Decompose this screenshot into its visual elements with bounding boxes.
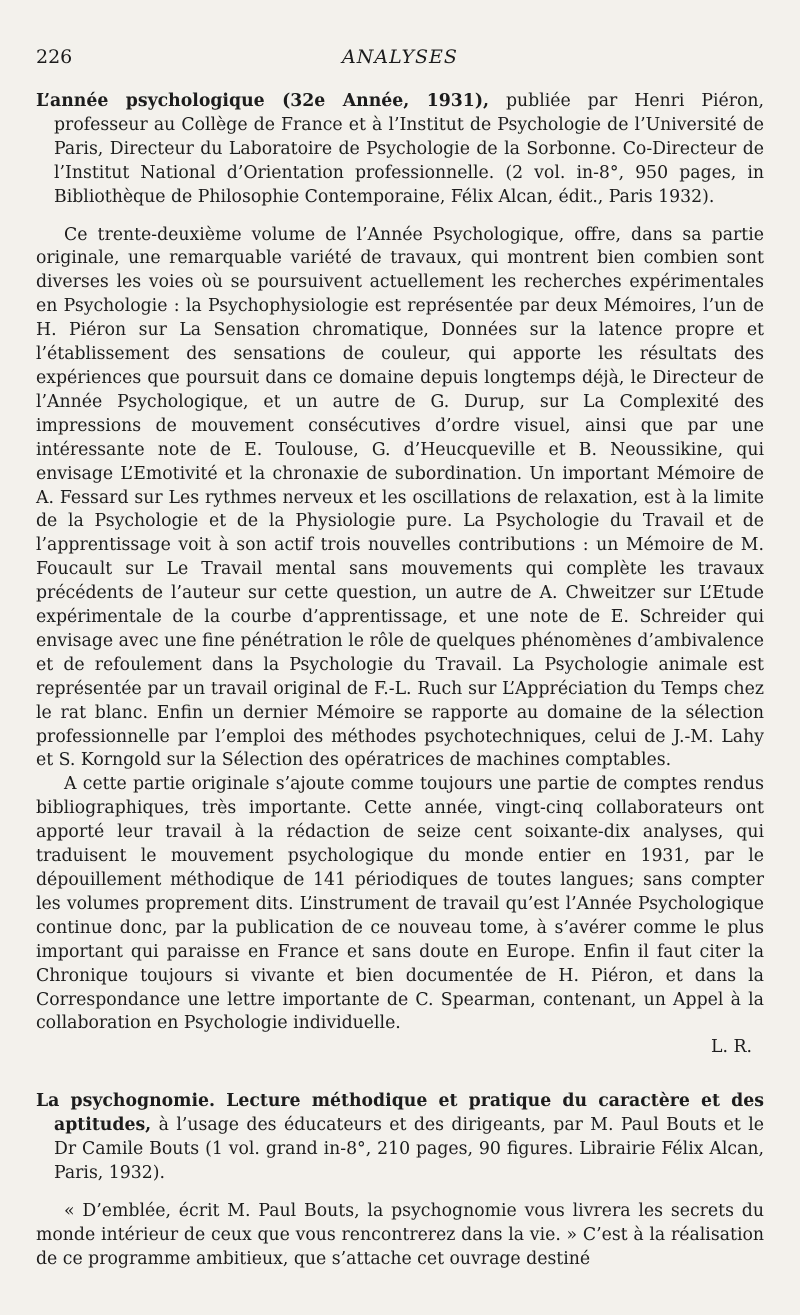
review-2-heading [36, 1090, 764, 1186]
review-2-title: La psychognomie. Lecture méthodique et pratique du caractère et des aptitudes, [36, 1091, 764, 1136]
review-1-paragraph-1: Ce trente-deuxième volume de l’Année Psychologique, offre, dans sa partie originale, une remarquable variété de travaux, qui montrent bien combien sont diverses les voies où se poursuivent actuellement les recherches expérimentales en Psychologie : la Psychophysiologie est représentée par deux Mémoires, l’un de H. Piéron sur La Sensation chromatique, Données sur la latence propre et l’établissement des sensations de couleur, qui apporte les résultats des expériences que poursuit dans ce domaine depuis longtemps déjà, le Directeur de l’Année Psychologique, et un autre de G. Durup, sur La Complexité des impressions de mouvement consécutives d’ordre visuel, ainsi que par une intéressante note de E. Toulouse, G. d’Heucqueville et B. Neoussikine, qui envisage L’Emotivité et la chronaxie de subordination. Un important Mémoire de A. Fessard sur Les rythmes nerveux et les oscillations de relaxation, est à la limite de la Psychologie et de la Physiologie pure. La Psychologie du Travail et de l’apprentissage voit à son actif trois nouvelles contributions : un Mémoire de M. Foucault sur Le Travail mental sans mouvements qui complète les travaux précédents de l’auteur sur cette question, un autre de A. Chweitzer sur L’Etude expérimentale de la courbe d’apprentissage, et une note de E. Schreider qui envisage avec une fine pénétration le rôle de quelques phénomènes d’ambivalence et de refoulement dans la Psychologie du Travail. La Psychologie animale est représentée par un travail original de F.-L. Ruch sur L’Appréciation du Temps chez le rat blanc. Enfin un dernier Mémoire se rapporte au domaine de la sélection professionnelle par l’emploi des méthodes psychotechniques, celui de J.-M. Lahy et S. Korngold sur la Sélection des opératrices de machines comptables. [36, 224, 764, 771]
review-1-heading [36, 90, 764, 210]
page-number: 226 [36, 46, 73, 68]
review-2-paragraph-1: « D’emblée, écrit M. Paul Bouts, la psychognomie vous livrera les secrets du monde intérieur de ceux que vous rencontrerez dans la vie. » C’est à la réalisation de ce programme ambitieux, que s’attache cet ouvrage destiné [36, 1200, 764, 1269]
review-1-paragraph-2: A cette partie originale s’ajoute comme toujours une partie de comptes rendus bibliographiques, très importante. Cette année, vingt-cinq collaborateurs ont apporté leur travail à la rédaction de seize cent soixante-dix analyses, qui traduisent le mouvement psychologique du monde entier en 1931, par le dépouillement méthodique de 141 périodiques de toutes langues; sans compter les volumes proprement dits. L’instrument de travail qu’est l’Année Psychologique continue donc, par la publication de ce nouveau tome, à s’avérer comme le plus important qui paraisse en France et sans doute en Europe. Enfin il faut citer la Chronique toujours si vivante et bien documentée de H. Piéron, et dans la Correspondance une lettre importante de C. Spearman, contenant, un Appel à la collaboration en Psychologie individuelle. [36, 774, 764, 1034]
review-2-citation: à l’usage des éducateurs et des dirigeants, par M. Paul Bouts et le Dr Camile Bouts (1 vol. grand in-8°, 210 pages, 90 figures. Librairie Félix Alcan, Paris, 1932). [54, 1115, 764, 1183]
review-1-signature: L. R. [711, 1037, 752, 1058]
review-1-citation: publiée par Henri Piéron, professeur au Collège de France et à l’Institut de Psychologie de l’Université de Paris, Directeur du Laboratoire de Psychologie de la Sorbonne. Co-Directeur de l’Institut National d’Orientation professionnelle. (2 vol. in-8°, 950 pages, in Bibliothèque de Philosophie Contemporaine, Félix Alcan, édit., Paris 1932). [54, 91, 764, 207]
review-1-title: L’année psychologique (32e Année, 1931), [36, 91, 490, 111]
page-body [36, 90, 764, 1272]
running-head: ANALYSES [342, 46, 458, 68]
page-header [36, 46, 764, 72]
